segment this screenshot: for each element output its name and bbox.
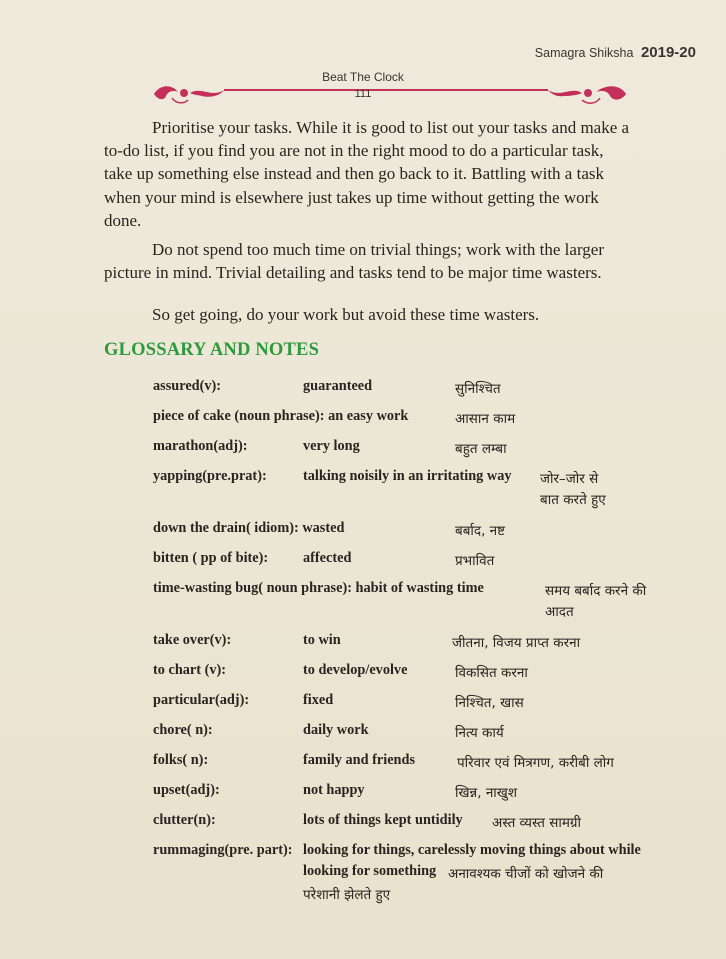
page-number: 111 — [354, 88, 372, 100]
glossary-meaning: to win — [303, 632, 341, 648]
glossary-hindi: नित्य कार्य — [455, 725, 504, 741]
paragraph-line: Do not spend too much time on trivial things; work with the larger — [152, 240, 605, 259]
glossary-word: yapping(pre.prat): — [153, 468, 267, 484]
glossary-heading: GLOSSARY AND NOTES — [104, 340, 320, 360]
glossary-word: down the drain( idiom): wasted — [153, 520, 345, 536]
paragraph-line: done. — [104, 210, 142, 230]
glossary-meaning: family and friends — [303, 752, 416, 768]
glossary-word: piece of cake (noun phrase): an easy work — [153, 408, 409, 424]
glossary-meaning: not happy — [303, 782, 365, 798]
glossary-meaning: affected — [303, 550, 352, 566]
glossary-meaning: guaranteed — [303, 378, 373, 394]
glossary-hindi: बात करते हुए — [540, 492, 606, 508]
glossary-word: folks( n): — [153, 752, 209, 768]
glossary-meaning: looking for things, carelessly moving things about while — [303, 842, 641, 858]
paragraph-line: to-do list, if you find you are not in the right mood to do a particular task, — [104, 141, 604, 161]
glossary-meaning: very long — [303, 438, 360, 454]
series-name: Samagra Shiksha — [534, 46, 634, 60]
glossary-meaning: talking noisily in an irritating way — [303, 468, 512, 484]
paragraph-line: take up something else instead and then go back to it. Battling with a task — [104, 164, 604, 184]
glossary-word: time-wasting bug( noun phrase): habit of wasting time — [153, 580, 484, 596]
glossary-hindi: बहुत लम्बा — [455, 441, 507, 457]
glossary-word: marathon(adj): — [153, 438, 248, 454]
glossary-meaning: daily work — [303, 722, 369, 738]
glossary-word: chore( n): — [153, 722, 213, 738]
glossary-hindi: बर्बाद, नष्ट — [455, 523, 506, 539]
glossary-word: assured(v): — [153, 378, 222, 394]
glossary-word: upset(adj): — [153, 782, 220, 798]
glossary-meaning: looking for something — [303, 863, 437, 879]
glossary-word: rummaging(pre. part): — [153, 842, 293, 858]
paragraph-line: So get going, do your work but avoid these time wasters. — [152, 305, 540, 324]
glossary-hindi: विकसित करना — [455, 665, 528, 681]
glossary-hindi: अस्त व्यस्त सामग्री — [492, 815, 582, 831]
glossary-word: particular(adj): — [153, 692, 250, 708]
paragraph-line: picture in mind. Trivial detailing and tasks tend to be major time wasters. — [104, 263, 602, 283]
glossary-hindi: जीतना, विजय प्राप्त करना — [452, 635, 581, 651]
series-year: 2019-20 — [640, 44, 696, 61]
glossary-hindi: जोर–जोर से — [540, 471, 599, 487]
glossary-word: to chart (v): — [153, 662, 227, 678]
paragraph-line: when your mind is elsewhere just takes up time without getting the work — [104, 187, 599, 207]
glossary-meaning: fixed — [303, 692, 334, 708]
paragraph-trivial — [104, 238, 680, 284]
glossary-hindi: खिन्न, नाखुश — [455, 785, 518, 801]
series-header — [535, 44, 696, 61]
glossary-word: bitten ( pp of bite): — [153, 550, 269, 566]
glossary-hindi: समय बर्बाद करने की — [545, 583, 647, 599]
paragraph-get-going — [104, 303, 680, 326]
paragraph-prioritise — [104, 116, 680, 232]
glossary-hindi: सुनिश्चित — [455, 381, 501, 397]
glossary-word: take over(v): — [153, 632, 232, 648]
glossary-hindi: आसान काम — [455, 411, 516, 427]
glossary-hindi: प्रभावित — [455, 553, 495, 569]
glossary-meaning: to develop/evolve — [303, 662, 408, 678]
glossary-hindi: परिवार एवं मित्रगण, करीबी लोग — [457, 755, 614, 771]
glossary-word: clutter(n): — [153, 812, 216, 828]
chapter-title: Beat The Clock — [322, 70, 404, 84]
glossary-hindi: निश्चित, खास — [455, 695, 524, 711]
glossary-hindi: आदत — [545, 604, 574, 620]
glossary-hindi: परेशानी झेलते हुए — [303, 887, 391, 903]
glossary-meaning: lots of things kept untidily — [303, 812, 463, 828]
glossary-hindi: अनावश्यक चीजों को खोजने की — [448, 866, 604, 882]
paragraph-line: Prioritise your tasks. While it is good to list out your tasks and make a — [152, 118, 630, 137]
